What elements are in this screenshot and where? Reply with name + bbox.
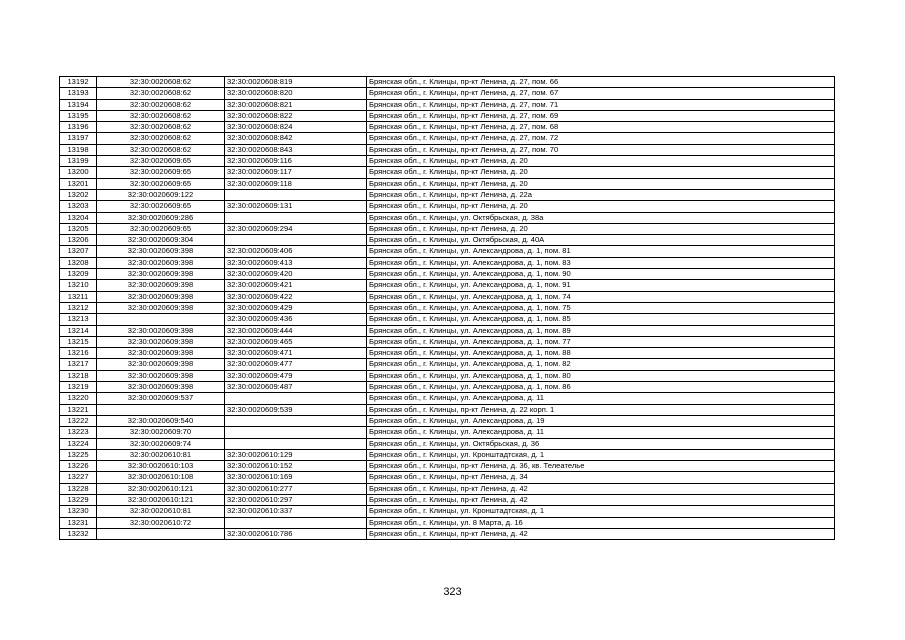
table-row [60, 122, 835, 133]
table-row [60, 472, 835, 483]
row-number-cell: 13232 [60, 528, 97, 539]
parent-cadastral-number-cell [97, 528, 225, 539]
table-row [60, 415, 835, 426]
table-row [60, 359, 835, 370]
row-number-cell: 13202 [60, 189, 97, 200]
table-row [60, 235, 835, 246]
address-cell: Брянская обл., г. Клинцы, пр-кт Ленина, д. 20 [367, 167, 835, 178]
row-number-cell: 13216 [60, 348, 97, 359]
table-row [60, 156, 835, 167]
row-number-cell: 13213 [60, 314, 97, 325]
address-cell: Брянская обл., г. Клинцы, ул. Александрова, д. 11 [367, 393, 835, 404]
address-cell: Брянская обл., г. Клинцы, пр-кт Ленина, д. 27, пом. 66 [367, 77, 835, 88]
address-cell: Брянская обл., г. Клинцы, ул. Кронштадтская, д. 1 [367, 506, 835, 517]
cadastral-number-cell: 32:30:0020609:294 [225, 223, 367, 234]
parent-cadastral-number-cell: 32:30:0020609:540 [97, 415, 225, 426]
cadastral-number-cell: 32:30:0020609:406 [225, 246, 367, 257]
table-row [60, 336, 835, 347]
address-cell: Брянская обл., г. Клинцы, пр-кт Ленина, д. 42 [367, 528, 835, 539]
table-row [60, 302, 835, 313]
table-row [60, 212, 835, 223]
parent-cadastral-number-cell: 32:30:0020610:121 [97, 483, 225, 494]
parent-cadastral-number-cell: 32:30:0020609:65 [97, 178, 225, 189]
address-cell: Брянская обл., г. Клинцы, ул. Кронштадтская, д. 1 [367, 449, 835, 460]
parent-cadastral-number-cell: 32:30:0020609:65 [97, 156, 225, 167]
address-cell: Брянская обл., г. Клинцы, ул. Александрова, д. 1, пом. 90 [367, 269, 835, 280]
table-row [60, 382, 835, 393]
parent-cadastral-number-cell: 32:30:0020608:62 [97, 88, 225, 99]
table-row [60, 110, 835, 121]
parent-cadastral-number-cell: 32:30:0020610:81 [97, 449, 225, 460]
parent-cadastral-number-cell: 32:30:0020609:398 [97, 257, 225, 268]
cadastral-number-cell [225, 438, 367, 449]
address-cell: Брянская обл., г. Клинцы, ул. Александрова, д. 1, пом. 85 [367, 314, 835, 325]
cadastral-number-cell [225, 212, 367, 223]
parent-cadastral-number-cell: 32:30:0020609:398 [97, 348, 225, 359]
parent-cadastral-number-cell: 32:30:0020610:72 [97, 517, 225, 528]
row-number-cell: 13207 [60, 246, 97, 257]
parent-cadastral-number-cell: 32:30:0020610:108 [97, 472, 225, 483]
address-cell: Брянская обл., г. Клинцы, пр-кт Ленина, д. 27, пом. 72 [367, 133, 835, 144]
row-number-cell: 13197 [60, 133, 97, 144]
cadastral-number-cell: 32:30:0020608:820 [225, 88, 367, 99]
row-number-cell: 13230 [60, 506, 97, 517]
parent-cadastral-number-cell: 32:30:0020610:103 [97, 461, 225, 472]
parent-cadastral-number-cell: 32:30:0020608:62 [97, 77, 225, 88]
address-cell: Брянская обл., г. Клинцы, пр-кт Ленина, д. 27, пом. 67 [367, 88, 835, 99]
address-cell: Брянская обл., г. Клинцы, пр-кт Ленина, д. 20 [367, 223, 835, 234]
address-cell: Брянская обл., г. Клинцы, ул. Александрова, д. 1, пом. 91 [367, 280, 835, 291]
address-cell: Брянская обл., г. Клинцы, ул. Александрова, д. 1, пом. 86 [367, 382, 835, 393]
table-row [60, 223, 835, 234]
address-cell: Брянская обл., г. Клинцы, ул. Александрова, д. 1, пом. 81 [367, 246, 835, 257]
table-row [60, 483, 835, 494]
cadastral-number-cell: 32:30:0020608:824 [225, 122, 367, 133]
row-number-cell: 13229 [60, 494, 97, 505]
address-cell: Брянская обл., г. Клинцы, пр-кт Ленина, д. 27, пом. 70 [367, 144, 835, 155]
parent-cadastral-number-cell: 32:30:0020609:398 [97, 269, 225, 280]
address-cell: Брянская обл., г. Клинцы, пр-кт Ленина, д. 42 [367, 494, 835, 505]
address-cell: Брянская обл., г. Клинцы, ул. Александрова, д. 1, пом. 74 [367, 291, 835, 302]
address-cell: Брянская обл., г. Клинцы, ул. Александрова, д. 1, пом. 88 [367, 348, 835, 359]
row-number-cell: 13206 [60, 235, 97, 246]
cadastral-number-cell: 32:30:0020608:842 [225, 133, 367, 144]
table-row [60, 494, 835, 505]
parent-cadastral-number-cell: 32:30:0020609:398 [97, 280, 225, 291]
table-row [60, 404, 835, 415]
parent-cadastral-number-cell: 32:30:0020609:286 [97, 212, 225, 223]
parent-cadastral-number-cell: 32:30:0020610:81 [97, 506, 225, 517]
row-number-cell: 13196 [60, 122, 97, 133]
cadastral-number-cell: 32:30:0020609:471 [225, 348, 367, 359]
cadastral-number-cell: 32:30:0020610:297 [225, 494, 367, 505]
row-number-cell: 13209 [60, 269, 97, 280]
row-number-cell: 13214 [60, 325, 97, 336]
row-number-cell: 13227 [60, 472, 97, 483]
cadastral-number-cell [225, 517, 367, 528]
row-number-cell: 13231 [60, 517, 97, 528]
registry-table-body [60, 77, 835, 540]
row-number-cell: 13215 [60, 336, 97, 347]
cadastral-number-cell: 32:30:0020610:337 [225, 506, 367, 517]
parent-cadastral-number-cell: 32:30:0020609:65 [97, 223, 225, 234]
parent-cadastral-number-cell: 32:30:0020609:398 [97, 246, 225, 257]
parent-cadastral-number-cell: 32:30:0020609:398 [97, 382, 225, 393]
parent-cadastral-number-cell: 32:30:0020609:65 [97, 167, 225, 178]
parent-cadastral-number-cell [97, 404, 225, 415]
cadastral-number-cell: 32:30:0020609:479 [225, 370, 367, 381]
cadastral-number-cell: 32:30:0020610:786 [225, 528, 367, 539]
cadastral-number-cell: 32:30:0020609:444 [225, 325, 367, 336]
table-row [60, 438, 835, 449]
row-number-cell: 13192 [60, 77, 97, 88]
parent-cadastral-number-cell: 32:30:0020609:537 [97, 393, 225, 404]
parent-cadastral-number-cell: 32:30:0020608:62 [97, 122, 225, 133]
table-row [60, 517, 835, 528]
cadastral-number-cell [225, 235, 367, 246]
cadastral-number-cell: 32:30:0020608:843 [225, 144, 367, 155]
row-number-cell: 13219 [60, 382, 97, 393]
address-cell: Брянская обл., г. Клинцы, пр-кт Ленина, д. 20 [367, 178, 835, 189]
parent-cadastral-number-cell: 32:30:0020608:62 [97, 110, 225, 121]
parent-cadastral-number-cell [97, 314, 225, 325]
parent-cadastral-number-cell: 32:30:0020608:62 [97, 99, 225, 110]
cadastral-number-cell: 32:30:0020609:422 [225, 291, 367, 302]
cadastral-number-cell: 32:30:0020609:131 [225, 201, 367, 212]
table-row [60, 269, 835, 280]
row-number-cell: 13226 [60, 461, 97, 472]
table-row [60, 167, 835, 178]
table-row [60, 348, 835, 359]
table-row [60, 178, 835, 189]
parent-cadastral-number-cell: 32:30:0020609:398 [97, 325, 225, 336]
row-number-cell: 13200 [60, 167, 97, 178]
table-row [60, 314, 835, 325]
parent-cadastral-number-cell: 32:30:0020609:122 [97, 189, 225, 200]
address-cell: Брянская обл., г. Клинцы, ул. Александрова, д. 19 [367, 415, 835, 426]
row-number-cell: 13193 [60, 88, 97, 99]
cadastral-number-cell: 32:30:0020608:819 [225, 77, 367, 88]
row-number-cell: 13211 [60, 291, 97, 302]
parent-cadastral-number-cell: 32:30:0020608:62 [97, 144, 225, 155]
table-row [60, 88, 835, 99]
address-cell: Брянская обл., г. Клинцы, ул. 8 Марта, д. 16 [367, 517, 835, 528]
cadastral-number-cell: 32:30:0020609:465 [225, 336, 367, 347]
parent-cadastral-number-cell: 32:30:0020609:398 [97, 370, 225, 381]
table-row [60, 189, 835, 200]
parent-cadastral-number-cell: 32:30:0020609:70 [97, 427, 225, 438]
cadastral-number-cell [225, 189, 367, 200]
address-cell: Брянская обл., г. Клинцы, пр-кт Ленина, д. 27, пом. 68 [367, 122, 835, 133]
row-number-cell: 13205 [60, 223, 97, 234]
row-number-cell: 13198 [60, 144, 97, 155]
table-row [60, 325, 835, 336]
table-row [60, 393, 835, 404]
address-cell: Брянская обл., г. Клинцы, ул. Октябрьская, д. 40А [367, 235, 835, 246]
address-cell: Брянская обл., г. Клинцы, пр-кт Ленина, д. 20 [367, 156, 835, 167]
table-row [60, 528, 835, 539]
table-row [60, 201, 835, 212]
address-cell: Брянская обл., г. Клинцы, пр-кт Ленина, д. 22 корп. 1 [367, 404, 835, 415]
address-cell: Брянская обл., г. Клинцы, пр-кт Ленина, д. 42 [367, 483, 835, 494]
parent-cadastral-number-cell: 32:30:0020609:304 [97, 235, 225, 246]
parent-cadastral-number-cell: 32:30:0020609:398 [97, 302, 225, 313]
address-cell: Брянская обл., г. Клинцы, ул. Александрова, д. 1, пом. 77 [367, 336, 835, 347]
cadastral-number-cell [225, 415, 367, 426]
table-row [60, 257, 835, 268]
parent-cadastral-number-cell: 32:30:0020609:398 [97, 359, 225, 370]
row-number-cell: 13225 [60, 449, 97, 460]
cadastral-number-cell: 32:30:0020609:539 [225, 404, 367, 415]
row-number-cell: 13217 [60, 359, 97, 370]
cadastral-number-cell: 32:30:0020609:420 [225, 269, 367, 280]
cadastral-number-cell [225, 393, 367, 404]
row-number-cell: 13222 [60, 415, 97, 426]
parent-cadastral-number-cell: 32:30:0020609:398 [97, 336, 225, 347]
row-number-cell: 13210 [60, 280, 97, 291]
address-cell: Брянская обл., г. Клинцы, ул. Октябрьская, д. 36 [367, 438, 835, 449]
cadastral-number-cell: 32:30:0020609:117 [225, 167, 367, 178]
row-number-cell: 13199 [60, 156, 97, 167]
row-number-cell: 13212 [60, 302, 97, 313]
row-number-cell: 13208 [60, 257, 97, 268]
table-row [60, 461, 835, 472]
cadastral-number-cell: 32:30:0020609:118 [225, 178, 367, 189]
address-cell: Брянская обл., г. Клинцы, пр-кт Ленина, д. 27, пом. 71 [367, 99, 835, 110]
cadastral-number-cell: 32:30:0020609:429 [225, 302, 367, 313]
address-cell: Брянская обл., г. Клинцы, ул. Александрова, д. 1, пом. 80 [367, 370, 835, 381]
row-number-cell: 13218 [60, 370, 97, 381]
cadastral-number-cell: 32:30:0020608:822 [225, 110, 367, 121]
table-row [60, 246, 835, 257]
address-cell: Брянская обл., г. Клинцы, ул. Александрова, д. 1, пом. 83 [367, 257, 835, 268]
property-registry-table [59, 76, 835, 540]
cadastral-number-cell: 32:30:0020610:152 [225, 461, 367, 472]
cadastral-number-cell [225, 427, 367, 438]
table-row [60, 506, 835, 517]
page-number: 323 [443, 586, 462, 598]
address-cell: Брянская обл., г. Клинцы, ул. Октябрьская, д. 38а [367, 212, 835, 223]
cadastral-number-cell: 32:30:0020609:116 [225, 156, 367, 167]
row-number-cell: 13228 [60, 483, 97, 494]
row-number-cell: 13221 [60, 404, 97, 415]
row-number-cell: 13220 [60, 393, 97, 404]
row-number-cell: 13194 [60, 99, 97, 110]
cadastral-number-cell: 32:30:0020608:821 [225, 99, 367, 110]
parent-cadastral-number-cell: 32:30:0020609:65 [97, 201, 225, 212]
row-number-cell: 13223 [60, 427, 97, 438]
parent-cadastral-number-cell: 32:30:0020608:62 [97, 133, 225, 144]
cadastral-number-cell: 32:30:0020609:477 [225, 359, 367, 370]
parent-cadastral-number-cell: 32:30:0020609:398 [97, 291, 225, 302]
table-row [60, 144, 835, 155]
table-row [60, 99, 835, 110]
cadastral-number-cell: 32:30:0020609:421 [225, 280, 367, 291]
table-row [60, 280, 835, 291]
row-number-cell: 13224 [60, 438, 97, 449]
table-row [60, 291, 835, 302]
table-row [60, 133, 835, 144]
row-number-cell: 13201 [60, 178, 97, 189]
parent-cadastral-number-cell: 32:30:0020610:121 [97, 494, 225, 505]
cadastral-number-cell: 32:30:0020610:129 [225, 449, 367, 460]
address-cell: Брянская обл., г. Клинцы, ул. Александрова, д. 1, пом. 82 [367, 359, 835, 370]
table-row [60, 77, 835, 88]
row-number-cell: 13195 [60, 110, 97, 121]
address-cell: Брянская обл., г. Клинцы, ул. Александрова, д. 1, пом. 75 [367, 302, 835, 313]
parent-cadastral-number-cell: 32:30:0020609:74 [97, 438, 225, 449]
address-cell: Брянская обл., г. Клинцы, пр-кт Ленина, д. 22а [367, 189, 835, 200]
row-number-cell: 13203 [60, 201, 97, 212]
table-row [60, 449, 835, 460]
address-cell: Брянская обл., г. Клинцы, ул. Александрова, д. 11 [367, 427, 835, 438]
cadastral-number-cell: 32:30:0020610:277 [225, 483, 367, 494]
cadastral-number-cell: 32:30:0020609:413 [225, 257, 367, 268]
row-number-cell: 13204 [60, 212, 97, 223]
address-cell: Брянская обл., г. Клинцы, пр-кт Ленина, д. 27, пом. 69 [367, 110, 835, 121]
cadastral-number-cell: 32:30:0020610:169 [225, 472, 367, 483]
table-row [60, 427, 835, 438]
address-cell: Брянская обл., г. Клинцы, пр-кт Ленина, д. 20 [367, 201, 835, 212]
cadastral-number-cell: 32:30:0020609:487 [225, 382, 367, 393]
address-cell: Брянская обл., г. Клинцы, ул. Александрова, д. 1, пом. 89 [367, 325, 835, 336]
cadastral-number-cell: 32:30:0020609:436 [225, 314, 367, 325]
address-cell: Брянская обл., г. Клинцы, пр-кт Ленина, д. 34 [367, 472, 835, 483]
address-cell: Брянская обл., г. Клинцы, пр-кт Ленина, д. 36, кв. Телеателье [367, 461, 835, 472]
table-row [60, 370, 835, 381]
